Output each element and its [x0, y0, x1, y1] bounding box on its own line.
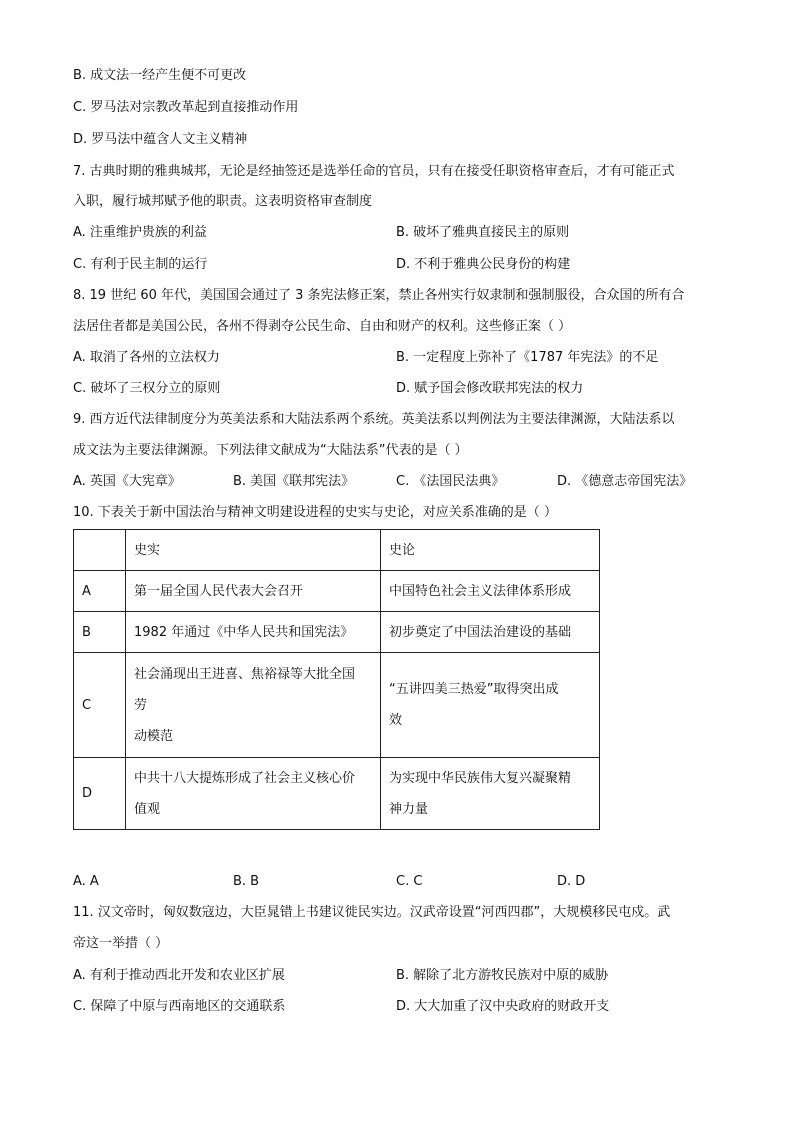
- question-8-option-b: B. 一定程度上弥补了《1787 年宪法》的不足: [396, 350, 659, 365]
- question-10-option-c: C. C: [396, 874, 423, 889]
- row-comment-line: 中国特色社会主义法律体系形成: [389, 583, 572, 599]
- option-6d: D. 罗马法中蕴含人文主义精神: [73, 132, 248, 147]
- question-8-option-d: D. 赋予国会修改联邦宪法的权力: [396, 381, 584, 396]
- question-9-option-b: B. 美国《联邦宪法》: [233, 474, 355, 489]
- row-comment-line: 神力量: [389, 801, 429, 817]
- table-header-label: [74, 530, 126, 571]
- row-comment: [381, 653, 600, 758]
- row-fact-line: 动模范: [134, 728, 174, 744]
- option-6b: B. 成文法一经产生便不可更改: [73, 68, 247, 83]
- row-fact-line: 社会涌现出王进喜、焦裕禄等大批全国: [134, 666, 356, 682]
- question-11-option-c: C. 保障了中原与西南地区的交通联系: [73, 999, 286, 1014]
- row-comment: [381, 758, 600, 830]
- question-9-stem-line2: 成文法为主要法律渊源。下列法律文献成为“大陆法系”代表的是（ ）: [73, 443, 468, 458]
- question-10-stem: 10. 下表关于新中国法治与精神文明建设进程的史实与史论，对应关系准确的是（ ）: [73, 505, 557, 520]
- question-9-option-a: A. 英国《大宪章》: [73, 474, 181, 489]
- row-fact: [126, 653, 381, 758]
- row-fact-line: 中共十八大提炼形成了社会主义核心价: [134, 770, 356, 786]
- row-comment: [381, 612, 600, 653]
- row-comment-line: “五讲四美三热爱”取得突出成: [389, 682, 559, 697]
- question-11-stem-line1: 11. 汉文帝时，匈奴数寇边，大臣晁错上书建议徙民实边。汉武帝设置“河西四郡”，大规模移民屯戍。武: [73, 905, 671, 920]
- question-10-option-d: D. D: [557, 874, 586, 889]
- question-11-option-a: A. 有利于推动西北开发和农业区扩展: [73, 968, 285, 983]
- table-row: [74, 571, 600, 612]
- question-9-stem-line1: 9. 西方近代法律制度分为英美法系和大陆法系两个系统。英美法系以判例法为主要法律渊源，大陆法系以: [73, 412, 675, 427]
- row-comment-line: 初步奠定了中国法治建设的基础: [389, 624, 572, 640]
- question-10-option-a: A. A: [73, 874, 99, 889]
- question-7-option-c: C. 有利于民主制的运行: [73, 257, 208, 272]
- question-9-option-d: D. 《德意志帝国宪法》: [557, 474, 693, 489]
- row-fact-line: 第一届全国人民代表大会召开: [134, 583, 304, 599]
- question-8-stem-line2: 法居住者都是美国公民，各州不得剥夺公民生命、自由和财产的权利。这些修正案（ ）: [73, 319, 572, 334]
- option-6c: C. 罗马法对宗教改革起到直接推动作用: [73, 100, 299, 115]
- row-fact-line: 1982 年通过《中华人民共和国宪法》: [134, 624, 354, 640]
- row-fact-line: 值观: [134, 801, 161, 817]
- row-fact: [126, 571, 381, 612]
- question-7-option-b: B. 破坏了雅典直接民主的原则: [396, 225, 570, 240]
- question-11-stem-line2: 帝这一举措（ ）: [73, 936, 169, 951]
- row-comment-line: 为实现中华民族伟大复兴凝聚精: [389, 770, 572, 786]
- question-9-option-c: C. 《法国民法典》: [396, 474, 505, 489]
- row-label: B: [74, 612, 126, 653]
- table-header-comment: 史论: [381, 530, 600, 571]
- question-11-option-d: D. 大大加重了汉中央政府的财政开支: [396, 999, 610, 1014]
- table-row: [74, 653, 600, 758]
- row-comment: [381, 571, 600, 612]
- question-7-option-d: D. 不利于雅典公民身份的构建: [396, 257, 571, 272]
- question-8-stem-line1: 8. 19 世纪 60 年代，美国国会通过了 3 条宪法修正案，禁止各州实行奴隶制和强制服役，合众国的所有合: [73, 288, 685, 303]
- question-8-option-c: C. 破坏了三权分立的原则: [73, 381, 221, 396]
- row-fact-line: 劳: [134, 697, 148, 713]
- question-10-table: [73, 529, 600, 830]
- row-fact: [126, 612, 381, 653]
- question-7-stem-line1: 7. 古典时期的雅典城邦，无论是经抽签还是选举任命的官员，只有在接受任职资格审查后，才有可能正式: [73, 164, 675, 179]
- question-7-option-a: A. 注重维护贵族的利益: [73, 225, 207, 240]
- table-row: [74, 612, 600, 653]
- table-header-fact: 史实: [126, 530, 381, 571]
- table-header-row: [74, 530, 600, 571]
- row-comment-line: 效: [389, 713, 403, 728]
- question-11-option-b: B. 解除了北方游牧民族对中原的威胁: [396, 968, 609, 983]
- question-7-stem-line2: 入职，履行城邦赋予他的职责。这表明资格审查制度: [73, 194, 373, 209]
- question-10-option-b: B. B: [233, 874, 260, 889]
- table-row: [74, 758, 600, 830]
- row-label: A: [74, 571, 126, 612]
- row-label: D: [74, 758, 126, 830]
- question-8-option-a: A. 取消了各州的立法权力: [73, 350, 220, 365]
- row-fact: [126, 758, 381, 830]
- row-label: C: [74, 653, 126, 758]
